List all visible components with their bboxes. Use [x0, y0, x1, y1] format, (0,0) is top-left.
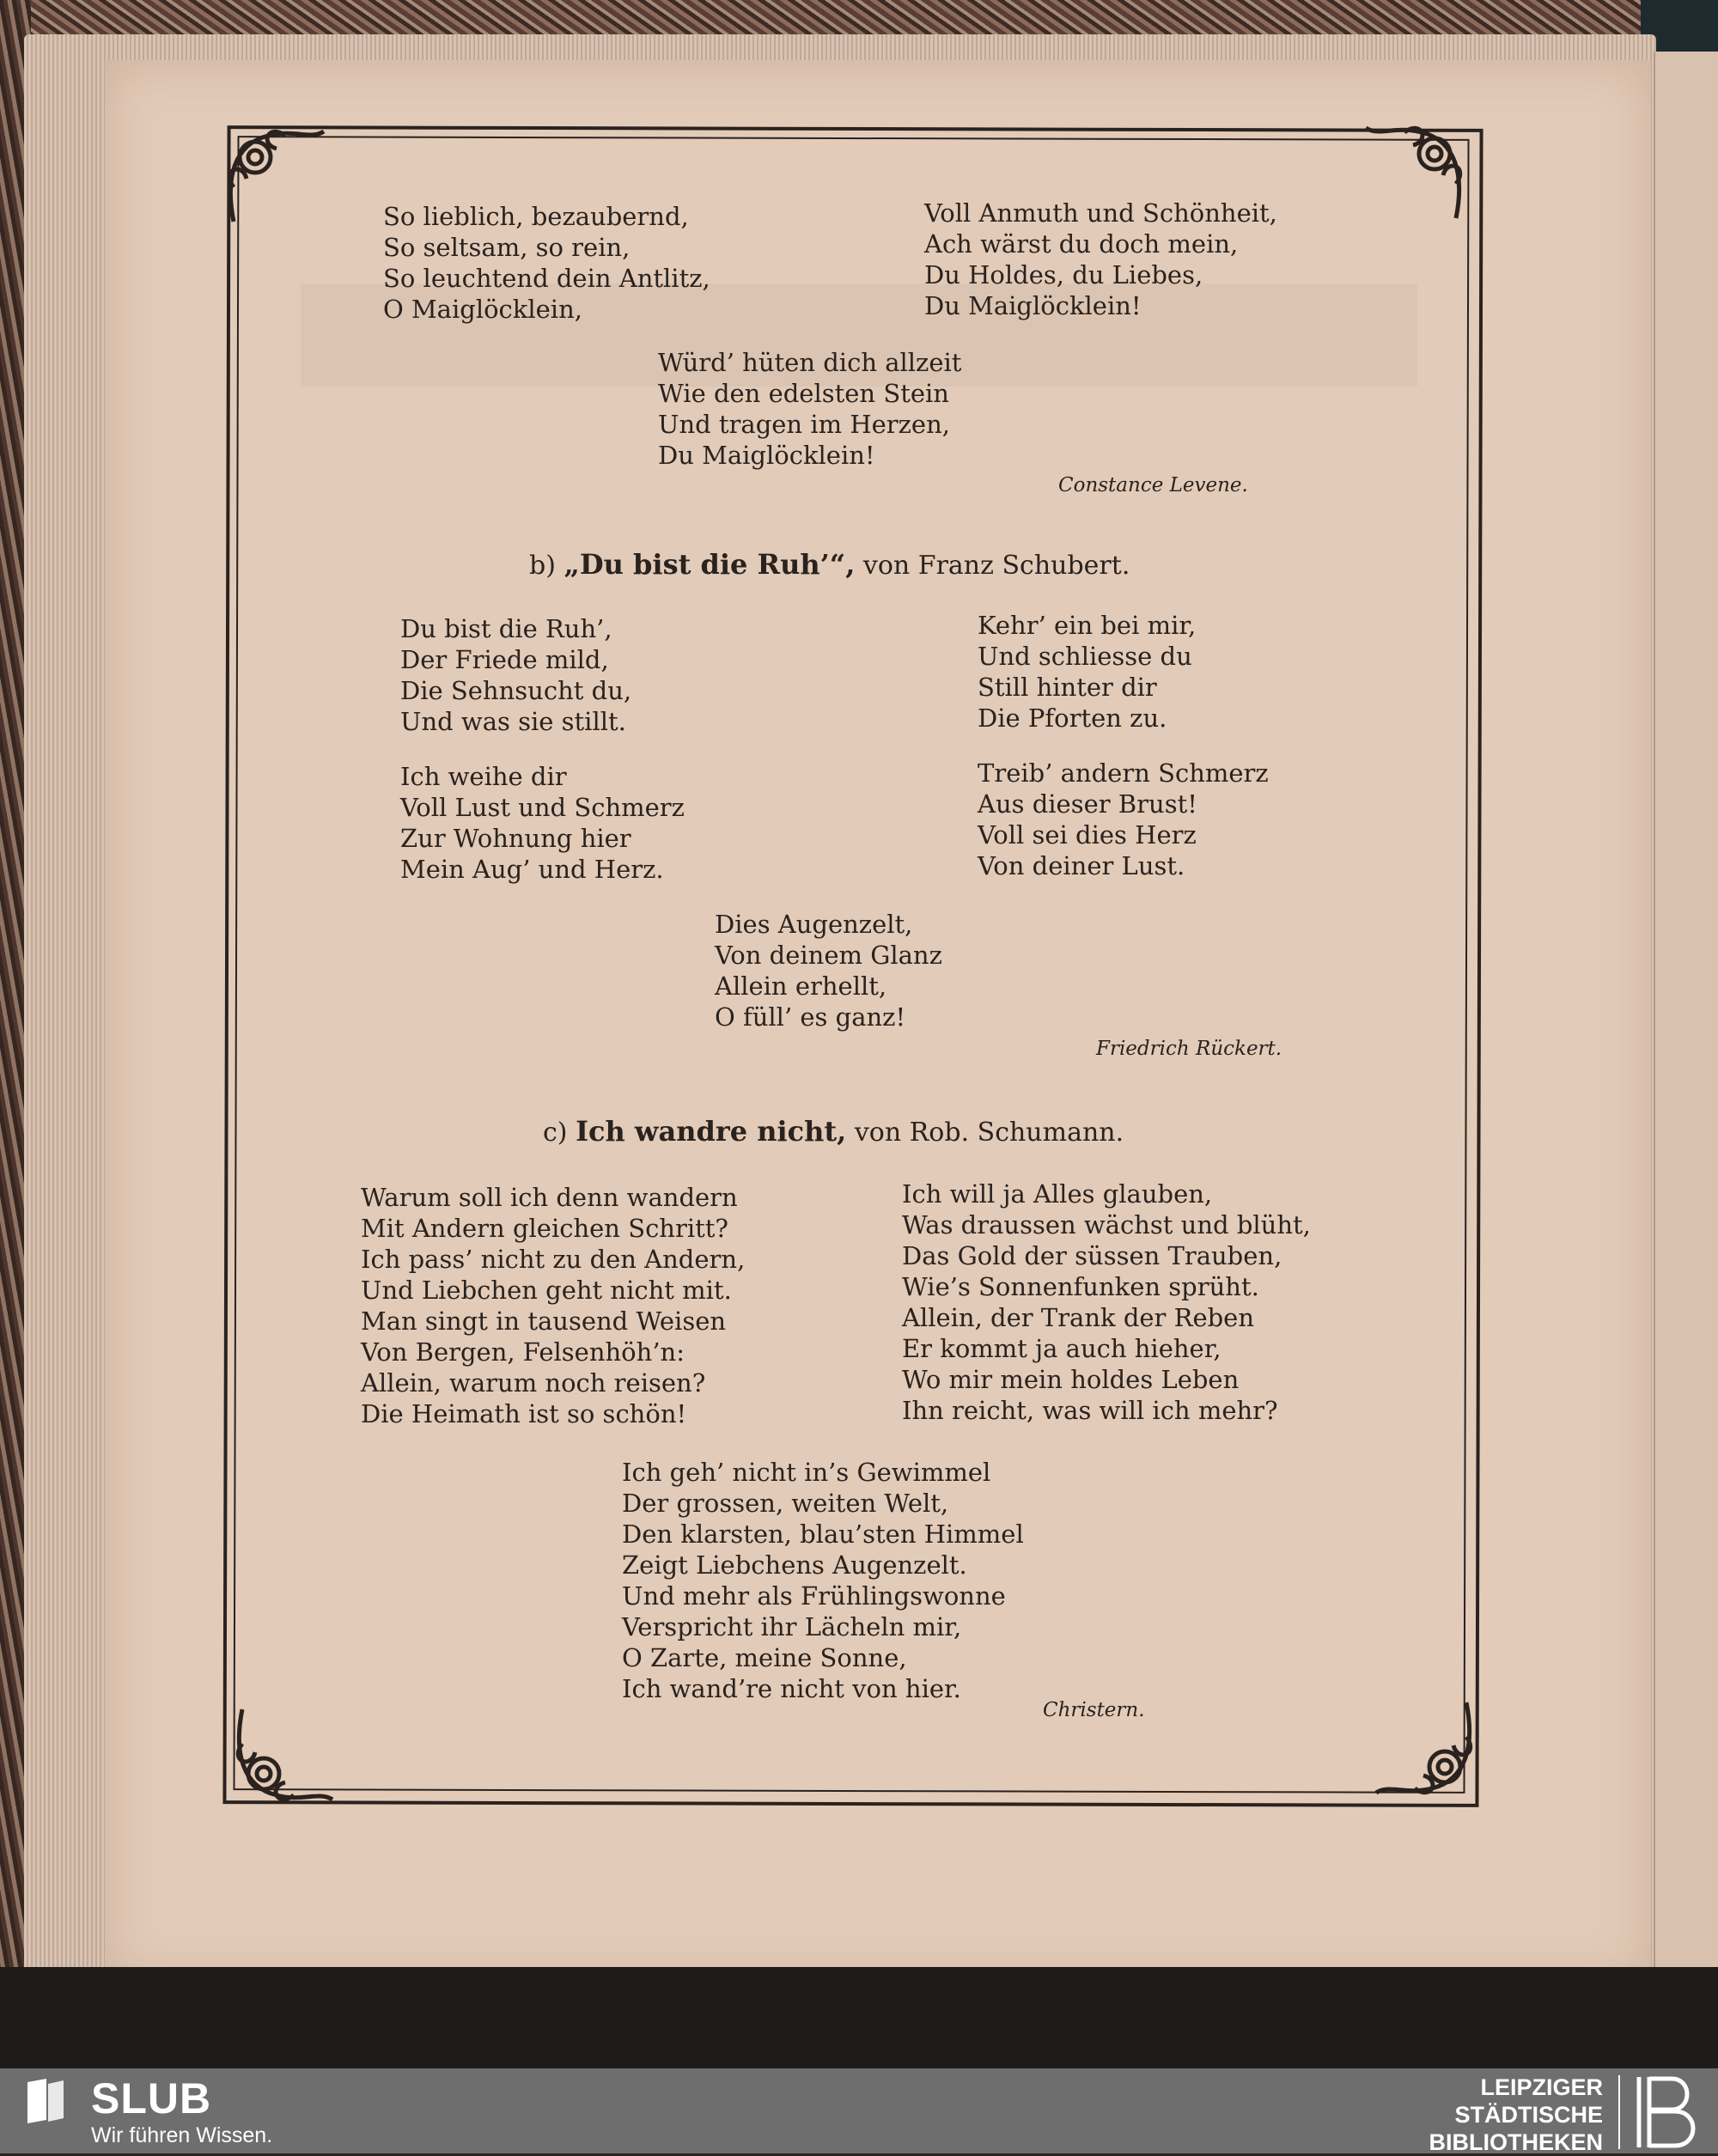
- scan-background: [0, 1967, 1718, 2068]
- verse-line: Ich geh’ nicht in’s Gewimmel: [622, 1458, 991, 1487]
- verse-line: Dies Augenzelt,: [715, 910, 913, 939]
- verse-line: Er kommt ja auch hieher,: [902, 1334, 1221, 1363]
- corner-ornament-bottom-left-icon: [225, 1701, 337, 1812]
- verse-line: Ich will ja Alles glauben,: [902, 1179, 1213, 1209]
- verse-line: Wo mir mein holdes Leben: [902, 1365, 1240, 1394]
- verse-line: Treib’ andern Schmerz: [978, 758, 1269, 788]
- song-b-prefix: b): [529, 551, 556, 581]
- verse-line: Ich weihe dir: [400, 762, 567, 791]
- logo-separator: [1618, 2075, 1620, 2149]
- song-b-composer: von Franz Schubert.: [862, 551, 1130, 581]
- verse-line: Der Friede mild,: [400, 645, 609, 674]
- song-b-title: „Du bist die Ruh’“,: [564, 548, 856, 581]
- verse-line: Der grossen, weiten Welt,: [622, 1489, 949, 1518]
- song-a-left-stanza: [383, 201, 710, 325]
- verse-line: Wie den edelsten Stein: [658, 379, 949, 408]
- verse-line: Allein, der Trank der Reben: [902, 1303, 1255, 1332]
- song-b-left-stanza-1: [400, 613, 631, 737]
- song-c-composer: von Rob. Schumann.: [854, 1118, 1124, 1148]
- verse-line: Du Holdes, du Liebes,: [924, 260, 1203, 289]
- verse-line: Mit Andern gleichen Schritt?: [361, 1214, 728, 1243]
- verse-line: Von deinem Glanz: [715, 941, 942, 970]
- verse-line: Allein erhellt,: [715, 971, 887, 1001]
- lsb-b-monogram-icon[interactable]: [1630, 2074, 1701, 2151]
- verse-line: O Maiglöcklein,: [383, 295, 582, 324]
- verse-line: Wie’s Sonnenfunken sprüht.: [902, 1272, 1259, 1301]
- slub-book-icon[interactable]: [24, 2077, 67, 2125]
- lsb-line: BIBLIOTHEKEN: [1429, 2129, 1603, 2155]
- verse-line: Und was sie stillt.: [400, 707, 626, 736]
- verse-line: Ach wärst du doch mein,: [924, 229, 1239, 259]
- verse-line: Ich wand’re nicht von hier.: [622, 1674, 961, 1703]
- corner-ornament-bottom-right-icon: [1372, 1694, 1483, 1806]
- song-b-right-stanza-2: [978, 758, 1269, 881]
- song-c-author: Christern.: [1043, 1699, 1145, 1721]
- verse-line: Und schliesse du: [978, 642, 1192, 671]
- facing-page-edge: [1654, 52, 1718, 1993]
- verse-line: Warum soll ich denn wandern: [361, 1183, 738, 1212]
- verse-line: Ihn reicht, was will ich mehr?: [902, 1396, 1278, 1425]
- verse-line: Würd’ hüten dich allzeit: [658, 348, 962, 377]
- verse-line: Voll sei dies Herz: [978, 820, 1197, 850]
- corner-ornament-top-right-icon: [1362, 115, 1473, 227]
- song-b-author: Friedrich Rückert.: [1096, 1038, 1282, 1060]
- verse-line: Still hinter dir: [978, 673, 1157, 702]
- song-b-center-stanza: [715, 909, 942, 1032]
- lsb-logo-text[interactable]: [1429, 2074, 1604, 2156]
- song-b-heading: [529, 548, 1130, 581]
- verse-line: Allein, warum noch reisen?: [361, 1368, 706, 1398]
- verse-line: Du Maiglöcklein!: [658, 441, 875, 470]
- song-b-right-stanza-1: [978, 610, 1196, 734]
- verse-line: So leuchtend dein Antlitz,: [383, 264, 710, 293]
- verse-line: Mein Aug’ und Herz.: [400, 855, 664, 884]
- verse-line: So lieblich, bezaubernd,: [383, 202, 689, 231]
- lsb-line: LEIPZIGER: [1480, 2074, 1603, 2100]
- verse-line: O Zarte, meine Sonne,: [622, 1643, 907, 1672]
- verse-line: Die Pforten zu.: [978, 703, 1167, 733]
- verse-line: Du bist die Ruh’,: [400, 614, 612, 643]
- verse-line: Aus dieser Brust!: [978, 789, 1197, 819]
- verse-line: Und Liebchen geht nicht mit.: [361, 1276, 732, 1305]
- song-c-left-stanza: [361, 1182, 745, 1429]
- verse-line: Zeigt Liebchens Augenzelt.: [622, 1550, 967, 1580]
- slub-logo-text[interactable]: SLUB: [91, 2074, 212, 2123]
- verse-line: Was draussen wächst und blüht,: [902, 1210, 1311, 1239]
- verse-line: Und mehr als Frühlingswonne: [622, 1581, 1006, 1611]
- song-a-author: Constance Levene.: [1058, 474, 1248, 496]
- verse-line: O füll’ es ganz!: [715, 1002, 906, 1032]
- song-a-center-stanza: [658, 347, 961, 471]
- verse-line: Die Sehnsucht du,: [400, 676, 632, 705]
- song-b-left-stanza-2: [400, 761, 685, 885]
- song-c-center-stanza: [622, 1457, 1024, 1704]
- song-c-prefix: c): [543, 1118, 568, 1148]
- song-c-right-stanza: [902, 1178, 1311, 1426]
- verse-line: Verspricht ihr Lächeln mir,: [622, 1612, 962, 1641]
- verse-line: Zur Wohnung hier: [400, 824, 631, 853]
- verse-line: So seltsam, so rein,: [383, 233, 631, 262]
- verse-line: Kehr’ ein bei mir,: [978, 611, 1197, 640]
- song-c-title: Ich wandre nicht,: [576, 1115, 847, 1148]
- verse-line: Die Heimath ist so schön!: [361, 1399, 687, 1428]
- verse-line: Voll Anmuth und Schönheit,: [924, 198, 1277, 228]
- verse-line: Man singt in tausend Weisen: [361, 1306, 727, 1336]
- verse-line: Das Gold der süssen Trauben,: [902, 1241, 1282, 1270]
- verse-line: Den klarsten, blau’sten Himmel: [622, 1520, 1024, 1549]
- verse-line: Ich pass’ nicht zu den Andern,: [361, 1245, 746, 1274]
- song-a-right-stanza: [924, 198, 1277, 321]
- verse-line: Voll Lust und Schmerz: [400, 793, 685, 822]
- song-c-heading: [543, 1115, 1124, 1148]
- verse-line: Von deiner Lust.: [978, 851, 1185, 880]
- corner-ornament-top-left-icon: [216, 119, 328, 230]
- verse-line: Du Maiglöcklein!: [924, 291, 1142, 320]
- lsb-line: STÄDTISCHE: [1454, 2102, 1603, 2128]
- verse-line: Und tragen im Herzen,: [658, 410, 950, 439]
- verse-line: Von Bergen, Felsenhöh’n:: [361, 1337, 685, 1367]
- slub-tagline: Wir führen Wissen.: [91, 2123, 273, 2147]
